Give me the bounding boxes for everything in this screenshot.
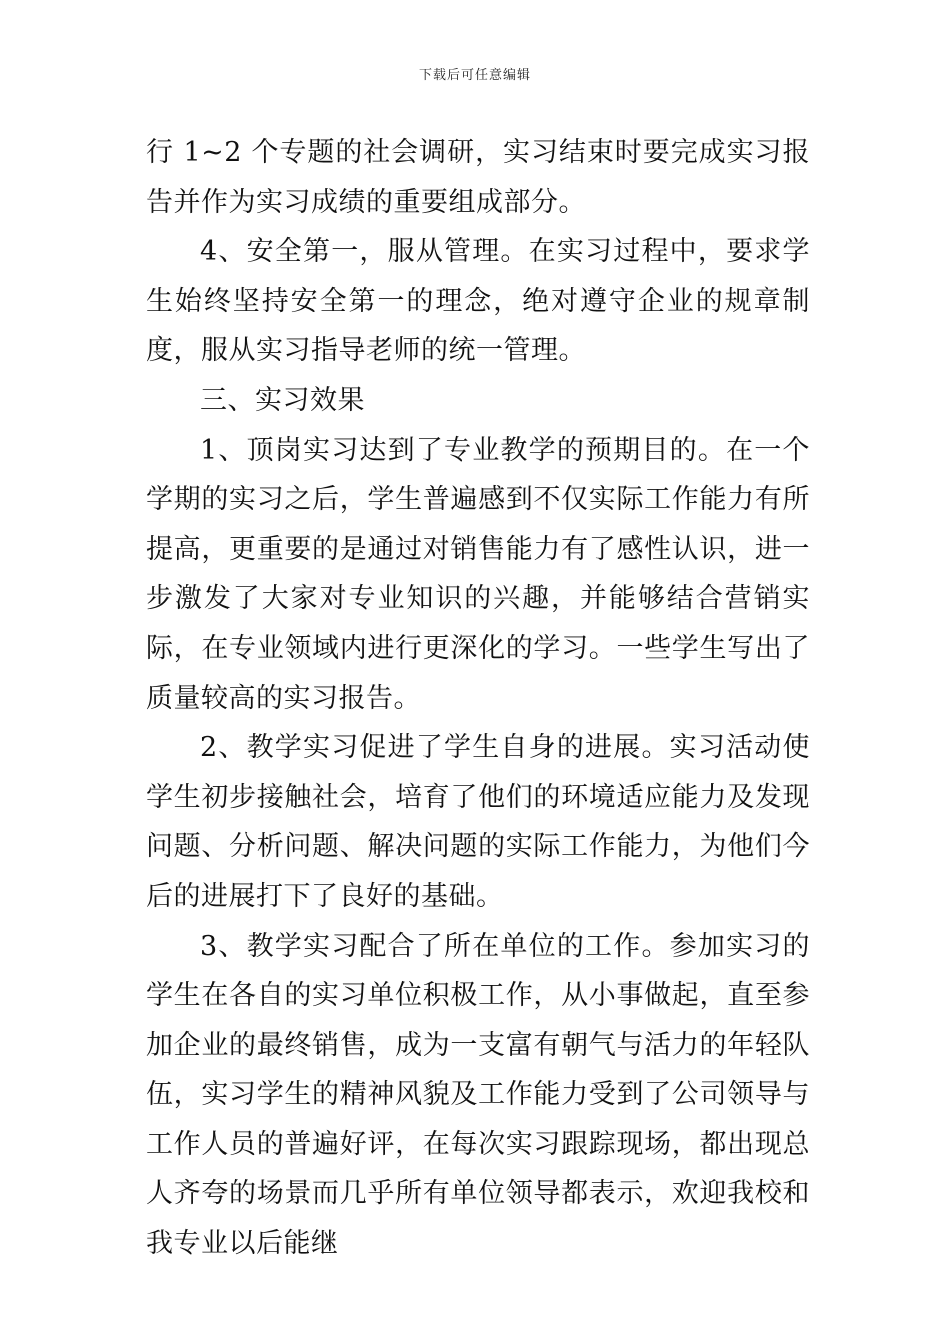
paragraph-2: 4、安全第一，服从管理。在实习过程中，要求学生始终坚持安全第一的理念，绝对遵守企业的规章制度，服从实习指导老师的统一管理。 — [146, 236, 810, 367]
section-heading: 三、实习效果 — [200, 384, 365, 416]
document-body — [146, 128, 810, 1269]
paragraph-4: 2、教学实习促进了学生自身的进展。实习活动使学生初步接触社会，培育了他们的环境适应能力及发现问题、分析问题、解决问题的实际工作能力，为他们今后的进展打下了良好的基础。 — [146, 732, 810, 912]
paragraph-3: 1、顶岗实习达到了专业教学的预期目的。在一个学期的实习之后，学生普遍感到不仅实际工作能力有所提高，更重要的是通过对销售能力有了感性认识，进一步激发了大家对专业知识的兴趣，并能够结合营销实际，在专业领域内进行更深化的学习。一些学生写出了质量较高的实习报告。 — [146, 434, 810, 714]
paragraph-5: 3、教学实习配合了所在单位的工作。参加实习的学生在各自的实习单位积极工作，从小事做起，直至参加企业的最终销售，成为一支富有朝气与活力的年轻队伍，实习学生的精神风貌及工作能力受到了公司领导与工作人员的普遍好评，在每次实习跟踪现场，都出现总人齐夸的场景而几乎所有单位领导都表示，欢迎我校和我专业以后能继 — [146, 930, 810, 1260]
paragraph-1: 行 1~2 个专题的社会调研，实习结束时要完成实习报告并作为实习成绩的重要组成部分。 — [146, 137, 810, 218]
page-header: 下载后可任意编辑 — [418, 68, 531, 83]
